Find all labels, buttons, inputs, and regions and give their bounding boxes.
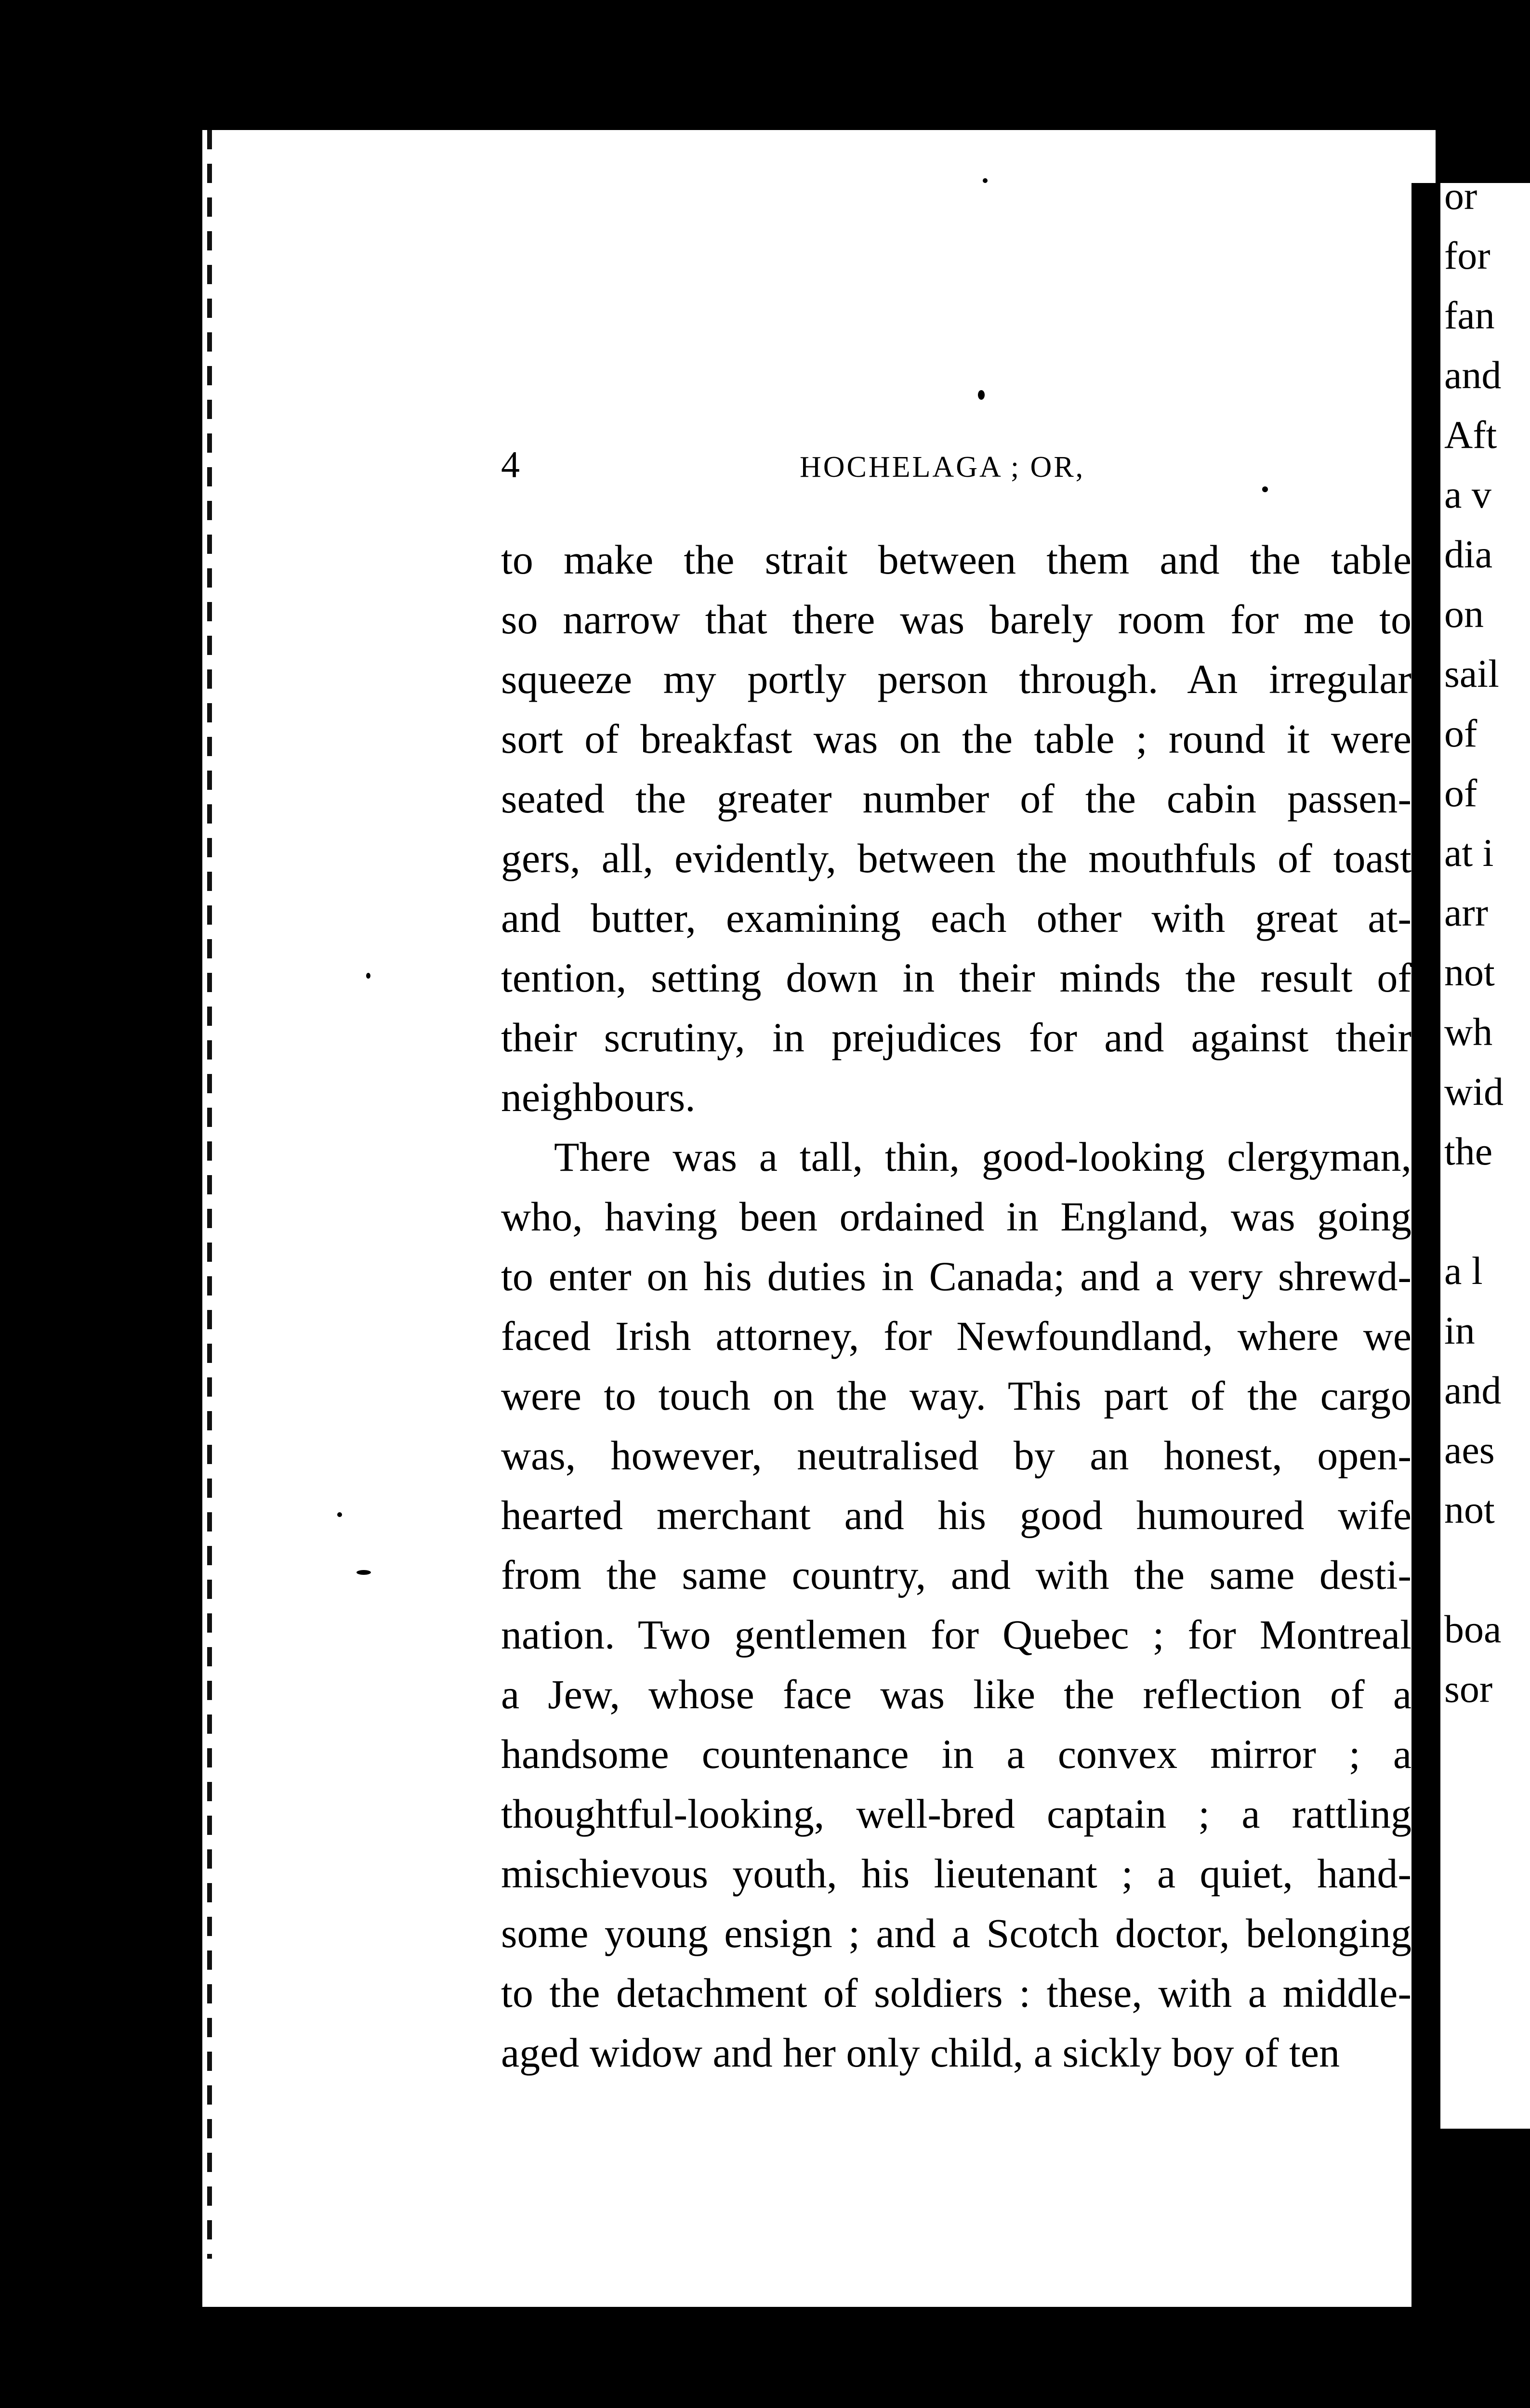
ink-speck bbox=[356, 1570, 371, 1575]
text-line: mischievous youth, his lieutenant ; a quiet, hand- bbox=[501, 1850, 1411, 1897]
text-line: squeeze my portly person through. An irregular bbox=[501, 656, 1411, 702]
facing-page-text: wh bbox=[1444, 1010, 1493, 1054]
facing-page-text: on bbox=[1444, 592, 1484, 636]
text-line: their scrutiny, in prejudices for and against their bbox=[501, 1014, 1411, 1060]
facing-page-text: not bbox=[1444, 1488, 1495, 1531]
facing-page-text: and bbox=[1444, 1368, 1502, 1412]
facing-page-text: dia bbox=[1444, 532, 1493, 576]
ink-speck bbox=[337, 1512, 342, 1517]
text-line: who, having been ordained in England, was going bbox=[501, 1193, 1411, 1240]
running-title: HOCHELAGA ; OR, bbox=[800, 451, 1085, 484]
facing-page-text: not bbox=[1444, 950, 1495, 994]
text-line: faced Irish attorney, for Newfoundland, where we bbox=[501, 1313, 1411, 1359]
text-line: some young ensign ; and a Scotch doctor, belonging bbox=[501, 1910, 1411, 1956]
facing-page-text: wid bbox=[1444, 1070, 1504, 1113]
text-line: and butter, examining each other with great at- bbox=[501, 895, 1411, 941]
body-text bbox=[501, 530, 1411, 2082]
text-line: to make the strait between them and the table bbox=[501, 537, 1411, 583]
text-line: tention, setting down in their minds the result of bbox=[501, 955, 1411, 1001]
facing-page-text: the bbox=[1444, 1129, 1493, 1173]
facing-page-text: and bbox=[1444, 353, 1502, 397]
text-line: so narrow that there was barely room for me to bbox=[501, 596, 1411, 642]
facing-page-text: or bbox=[1444, 183, 1477, 218]
text-line: seated the greater number of the cabin passen- bbox=[501, 775, 1411, 822]
facing-page-text: Aft bbox=[1444, 413, 1497, 457]
paragraph bbox=[501, 1127, 1411, 2082]
facing-page-text: of bbox=[1444, 711, 1477, 755]
facing-page-text: sail bbox=[1444, 652, 1499, 695]
text-line: hearted merchant and his good humoured wife bbox=[501, 1492, 1411, 1538]
facing-page-text: boa bbox=[1444, 1607, 1502, 1651]
facing-page-text: a v bbox=[1444, 472, 1491, 516]
facing-page-text: sor bbox=[1444, 1667, 1493, 1711]
facing-page-text: aes bbox=[1444, 1428, 1495, 1472]
text-line: to enter on his duties in Canada; and a very shrewd- bbox=[501, 1253, 1411, 1299]
text-line: were to touch on the way. This part of the cargo bbox=[501, 1373, 1411, 1419]
text-line: to the detachment of soldiers : these, with a middle- bbox=[501, 1970, 1411, 2016]
text-line: sort of breakfast was on the table ; round it were bbox=[501, 716, 1411, 762]
ink-speck bbox=[983, 178, 988, 183]
ink-speck bbox=[978, 390, 985, 400]
text-line: neighbours. bbox=[501, 1074, 696, 1120]
text-line: There was a tall, thin, good-looking clergyman, bbox=[554, 1134, 1411, 1180]
text-line: gers, all, evidently, between the mouthfuls of toast bbox=[501, 835, 1411, 881]
facing-page-text: a l bbox=[1444, 1249, 1483, 1293]
facing-page-text: fan bbox=[1444, 293, 1495, 337]
ink-speck bbox=[366, 973, 370, 979]
text-line: a Jew, whose face was like the reflection of a bbox=[501, 1671, 1411, 1717]
text-line: aged widow and her only child, a sickly boy of ten bbox=[501, 2029, 1340, 2076]
text-line: was, however, neutralised by an honest, open- bbox=[501, 1432, 1411, 1479]
facing-page-text: arr bbox=[1444, 890, 1489, 934]
paragraph bbox=[501, 530, 1411, 1127]
page-left-edge bbox=[207, 130, 212, 2259]
facing-page-text: in bbox=[1444, 1309, 1475, 1352]
ink-speck bbox=[1262, 486, 1268, 492]
facing-page-text: at i bbox=[1444, 831, 1494, 875]
text-line: handsome countenance in a convex mirror ; a bbox=[501, 1731, 1411, 1777]
page-number: 4 bbox=[501, 444, 520, 485]
facing-page-text: for bbox=[1444, 234, 1490, 277]
text-line: nation. Two gentlemen for Quebec ; for Montreal bbox=[501, 1611, 1411, 1658]
text-line: thoughtful-looking, well-bred captain ; a rattling bbox=[501, 1791, 1411, 1837]
facing-page-text: of bbox=[1444, 771, 1477, 815]
text-line: from the same country, and with the same desti- bbox=[501, 1552, 1411, 1598]
